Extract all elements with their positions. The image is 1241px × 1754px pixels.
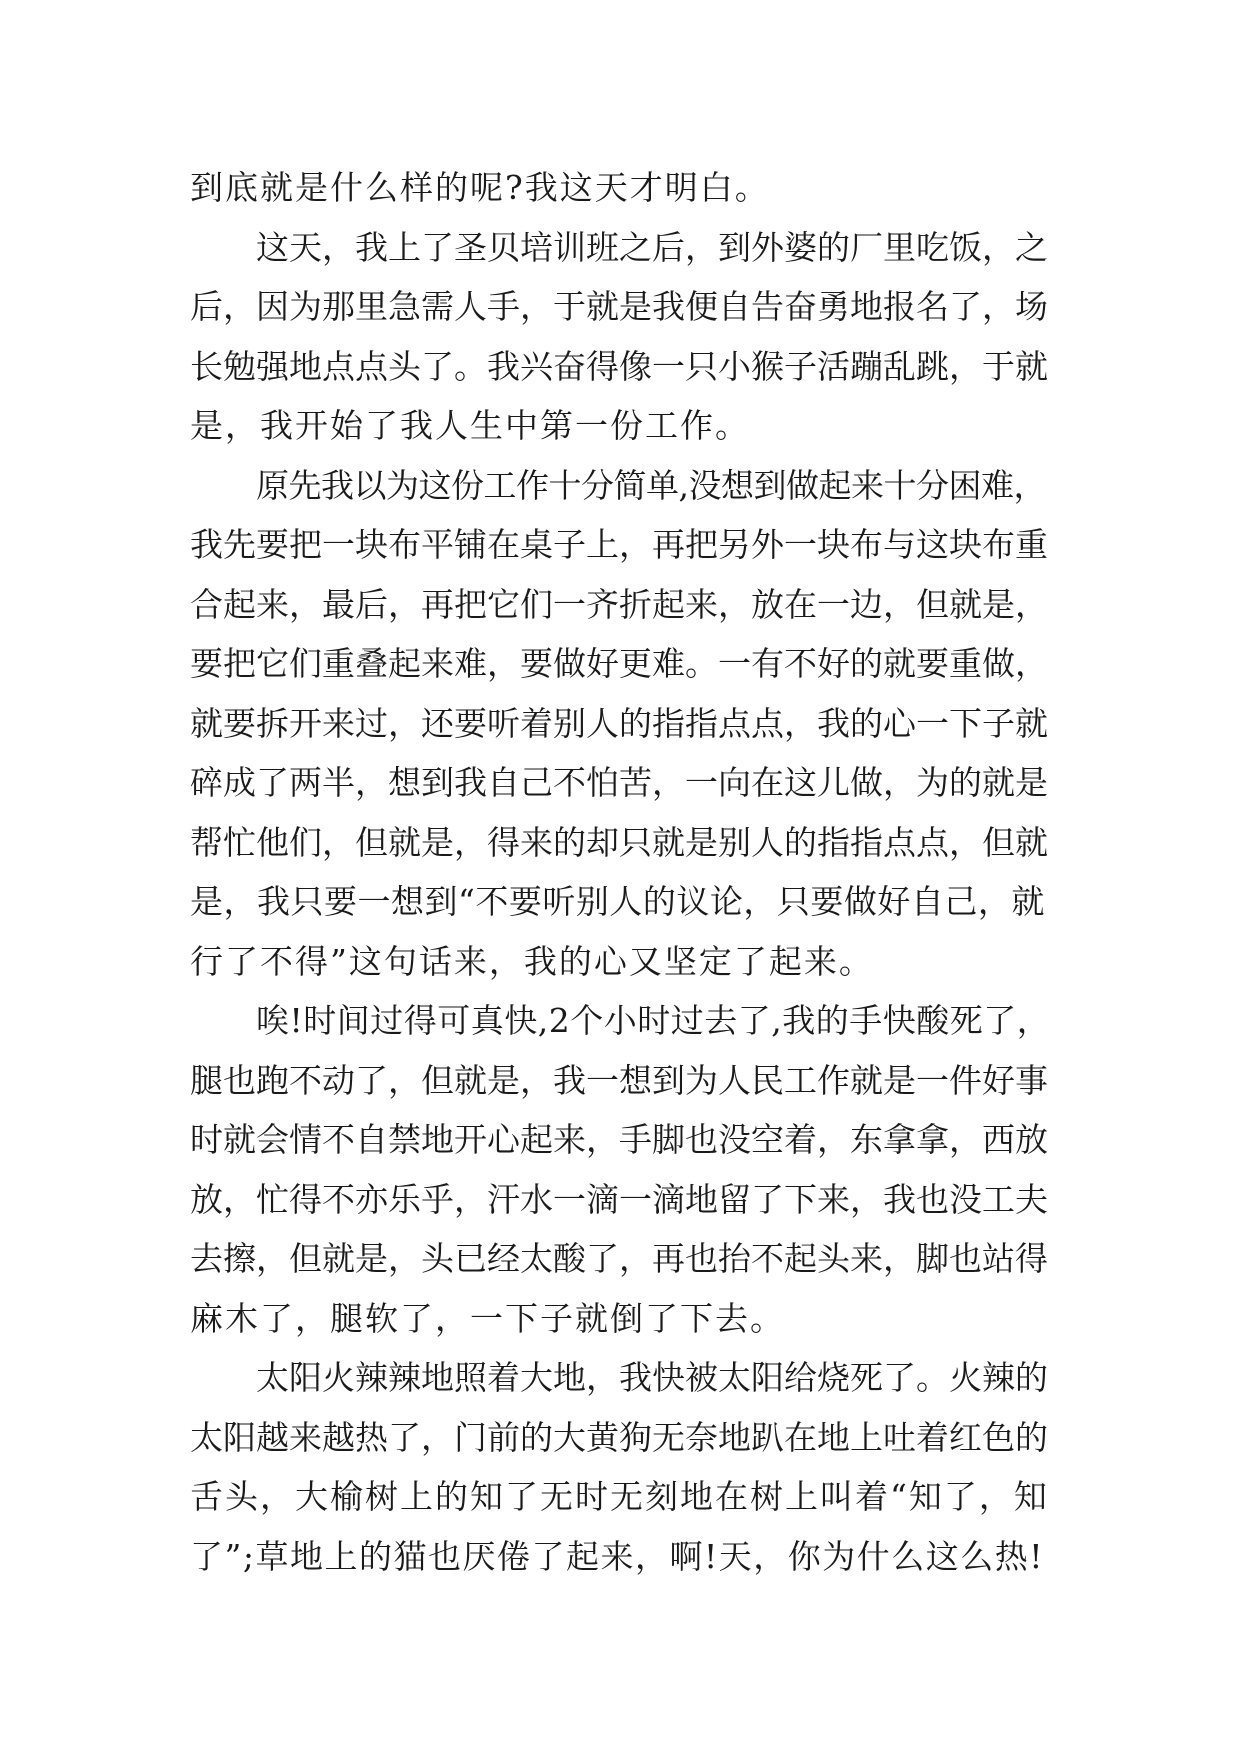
text-line: 这天，我上了圣贝培训班之后，到外婆的厂里吃饭，之 xyxy=(256,227,1048,267)
text-line: 帮忙他们，但就是，得来的却只就是别人的指指点点，但就 xyxy=(190,822,1048,862)
text-line: 麻木了，腿软了，一下子就倒了下去。 xyxy=(190,1298,785,1338)
text-line: 腿也跑不动了，但就是，我一想到为人民工作就是一件好事 xyxy=(190,1060,1048,1100)
text-line: 行了不得”这句话来，我的心又坚定了起来。 xyxy=(190,941,874,981)
text-line: 太阳越来越热了，门前的大黄狗无奈地趴在地上吐着红色的 xyxy=(190,1417,1048,1457)
text-line: 到底就是什么样的呢?我这天才明白。 xyxy=(190,168,770,207)
text-line: 是，我开始了我人生中第一份工作。 xyxy=(190,406,750,445)
text-line: 是，我只要一想到“不要听别人的议论，只要做好自己，就 xyxy=(190,882,1045,921)
text-line: 合起来，最后，再把它们一齐折起来，放在一边，但就是， xyxy=(190,584,1048,624)
text-line: 时就会情不自禁地开心起来，手脚也没空着，东拿拿，西放 xyxy=(190,1120,1048,1159)
text-line: 舌头，大榆树上的知了无时无刻地在树上叫着“知了，知 xyxy=(190,1477,1049,1516)
text-line: 后，因为那里急需人手，于就是我便自告奋勇地报名了，场 xyxy=(190,287,1048,326)
body-text xyxy=(190,158,1050,1586)
text-line: 太阳火辣辣地照着大地，我快被太阳给烧死了。火辣的 xyxy=(256,1358,1048,1397)
text-line: 要把它们重叠起来难，要做好更难。一有不好的就要重做， xyxy=(190,644,1048,683)
text-line: 放，忙得不亦乐乎，汗水一滴一滴地留了下来，我也没工夫 xyxy=(190,1179,1048,1219)
text-line: 了”;草地上的猫也厌倦了起来，啊!天，你为什么这么热! xyxy=(190,1536,1045,1576)
text-line: 就要拆开来过，还要听着别人的指指点点，我的心一下子就 xyxy=(190,703,1048,743)
text-line: 长勉强地点点头了。我兴奋得像一只小猴子活蹦乱跳，于就 xyxy=(190,346,1048,386)
text-line: 唉!时间过得可真快,2个小时过去了,我的手快酸死了， xyxy=(256,1001,1051,1040)
text-line: 去擦，但就是，头已经太酸了，再也抬不起头来，脚也站得 xyxy=(190,1239,1048,1278)
text-line: 原先我以为这份工作十分简单,没想到做起来十分困难， xyxy=(256,465,1046,505)
text-line: 碎成了两半，想到我自己不怕苦，一向在这儿做，为的就是 xyxy=(190,763,1048,802)
text-line: 我先要把一块布平铺在桌子上，再把另外一块布与这块布重 xyxy=(190,525,1048,564)
